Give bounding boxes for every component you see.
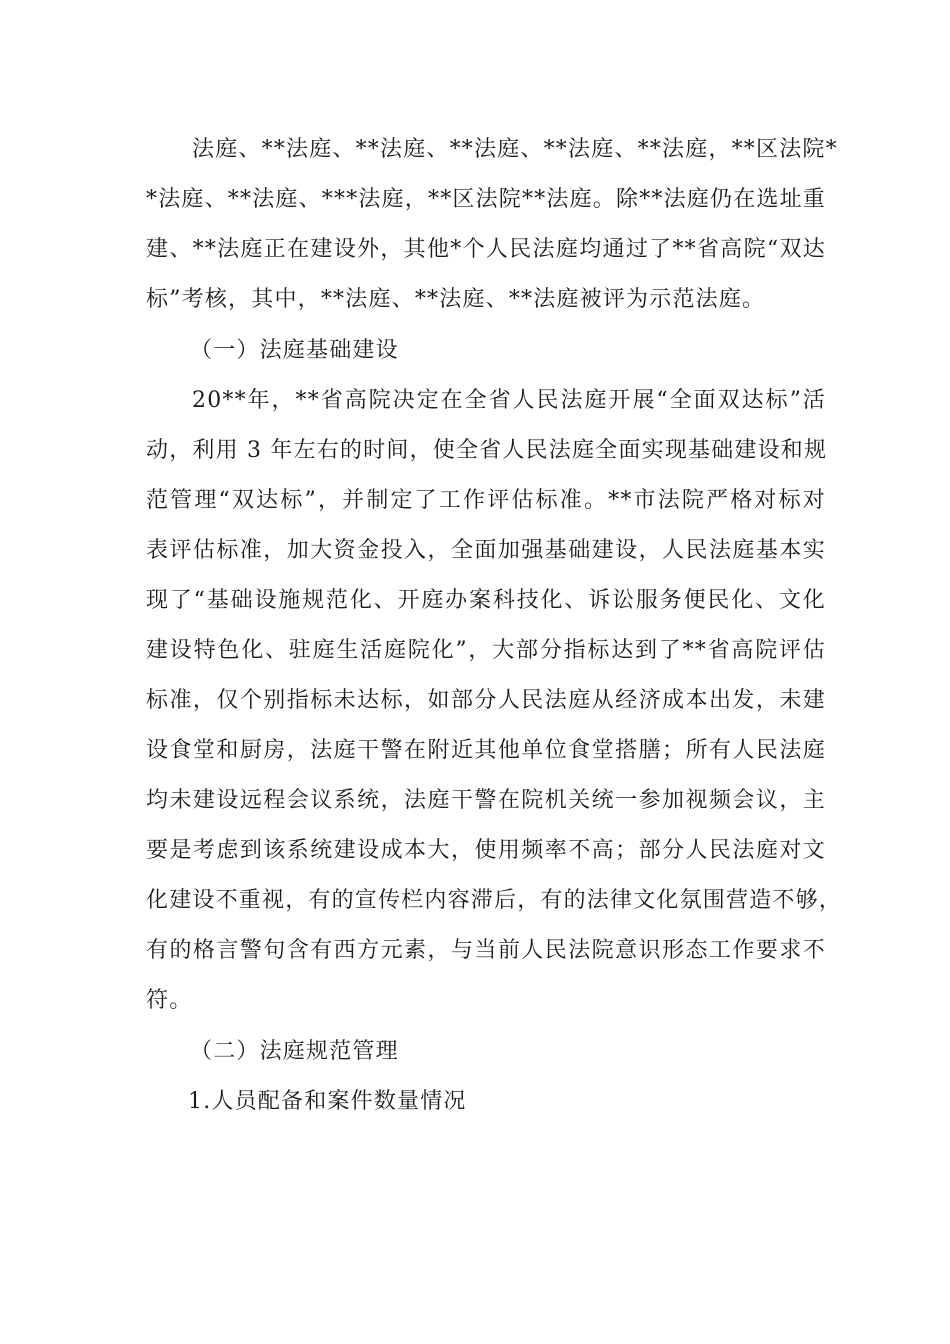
- intro-line-1: 法庭、**法庭、**法庭、**法庭、**法庭、**法庭，**区法院*: [192, 137, 838, 162]
- section1-line-12: 有的格言警句含有西方元素，与当前人民法院意识形态工作要求不: [146, 938, 826, 963]
- section-2-heading: （二）法庭规范管理: [190, 1039, 399, 1064]
- section1-line-3: 范管理“双达标”，并制定了工作评估标准。**市法院严格对标对: [146, 488, 826, 513]
- intro-line-3: 建、**法庭正在建设外，其他*个人民法庭均通过了**省高院“双达: [146, 237, 826, 262]
- section1-line-7: 标准，仅个别指标未达标，如部分人民法庭从经济成本出发，未建: [146, 688, 826, 713]
- subsection-1-heading: 1.人员配备和案件数量情况: [188, 1089, 467, 1114]
- section1-line-8: 设食堂和厨房，法庭干警在附近其他单位食堂搭膳；所有人民法庭: [146, 738, 826, 763]
- section-1-heading: （一）法庭基础建设: [190, 338, 399, 363]
- intro-line-2: *法庭、**法庭、***法庭，**区法院**法庭。除**法庭仍在选址重: [146, 187, 827, 212]
- section1-line-9: 均未建设远程会议系统，法庭干警在院机关统一参加视频会议，主: [146, 788, 826, 813]
- section1-line-13: 符。: [146, 988, 193, 1013]
- section1-line-1: 20**年，**省高院决定在全省人民法庭开展“全面双达标”活: [192, 388, 826, 413]
- intro-line-4: 标”考核，其中，**法庭、**法庭、**法庭被评为示范法庭。: [146, 287, 766, 312]
- section1-line-5: 现了“基础设施规范化、开庭办案科技化、诉讼服务便民化、文化: [146, 588, 826, 613]
- section1-line-6: 建设特色化、驻庭生活庭院化”，大部分指标达到了**省高院评估: [146, 638, 826, 663]
- section1-line-11: 化建设不重视，有的宣传栏内容滞后，有的法律文化氛围营造不够，: [146, 888, 843, 913]
- section1-line-2: 动，利用 3 年左右的时间，使全省人民法庭全面实现基础建设和规: [146, 438, 828, 463]
- section1-line-4: 表评估标准，加大资金投入，全面加强基础建设，人民法庭基本实: [146, 538, 826, 563]
- section1-line-10: 要是考虑到该系统建设成本大，使用频率不高；部分人民法庭对文: [146, 838, 826, 863]
